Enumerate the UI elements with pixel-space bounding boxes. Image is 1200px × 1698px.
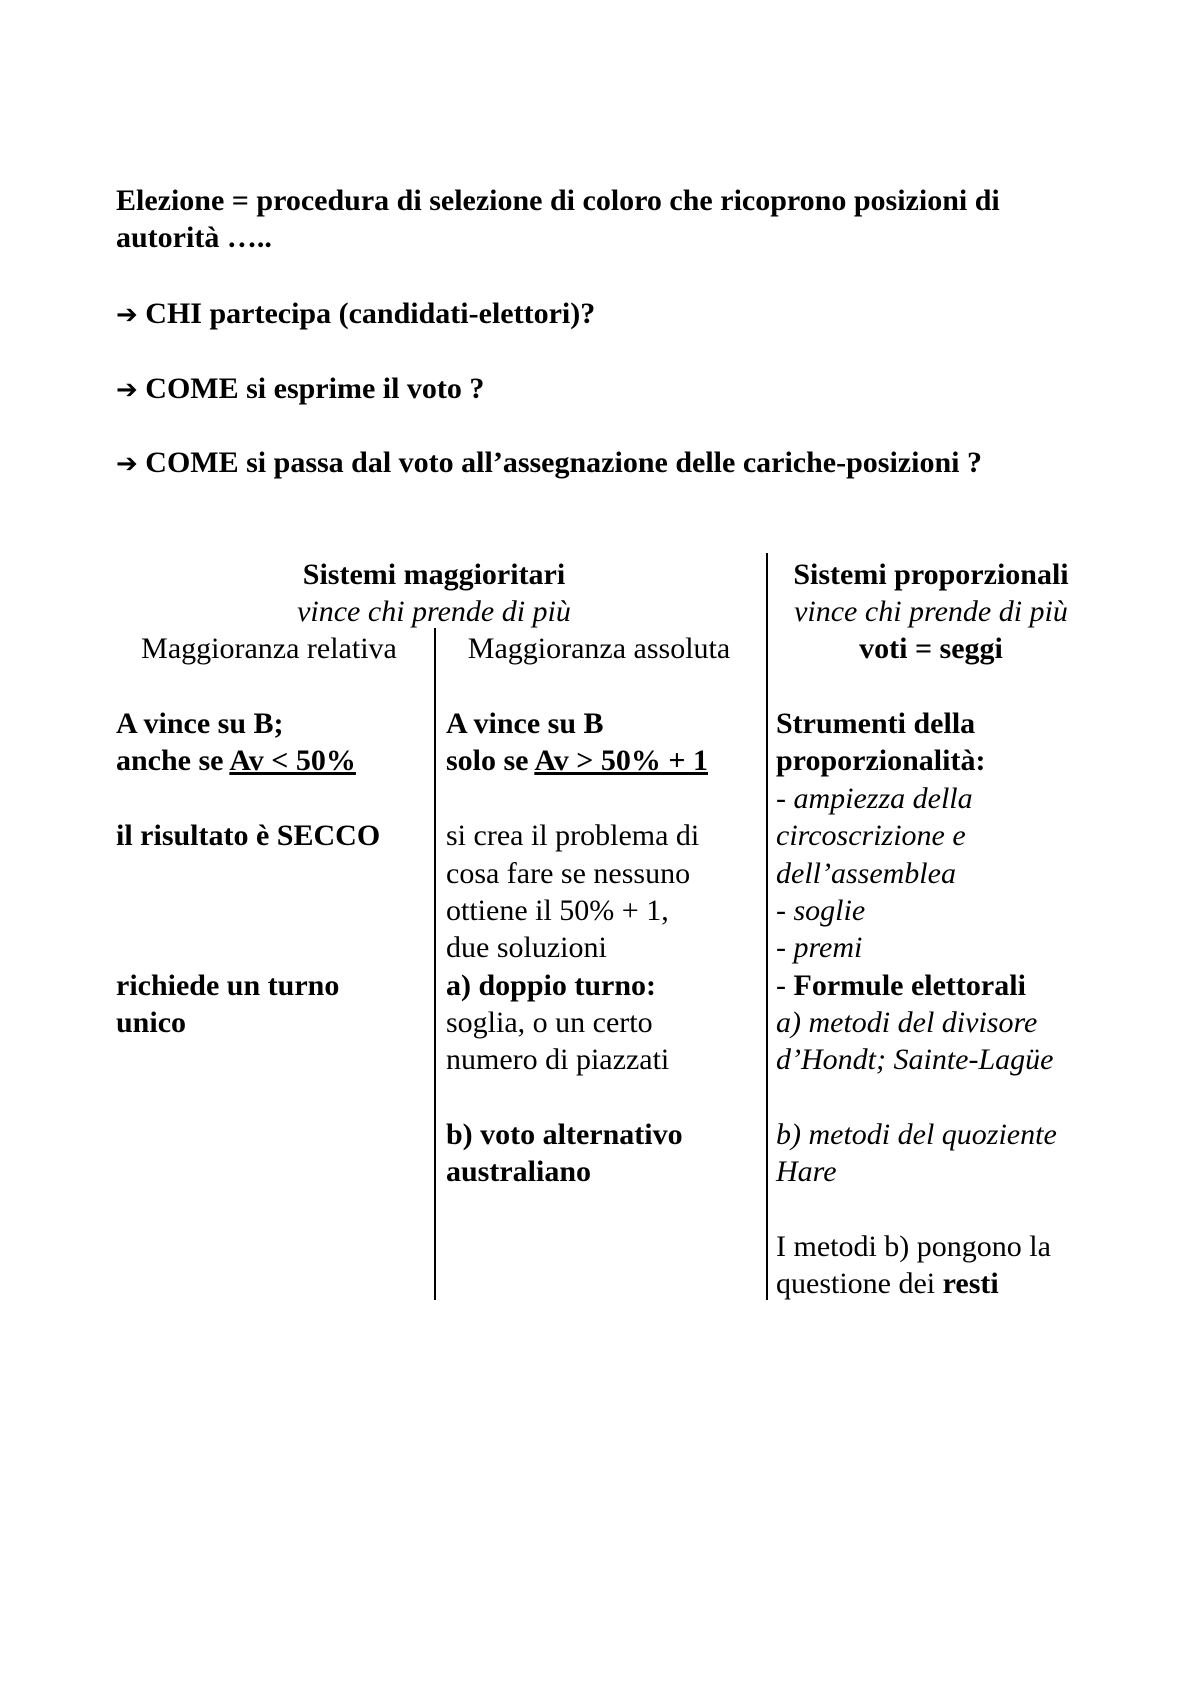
relative-result: il risultato è SECCO bbox=[116, 819, 381, 852]
absolute-problem-line2: cosa fare se nessuno bbox=[446, 857, 691, 890]
solution-a-text-line2: numero di piazzati bbox=[446, 1043, 670, 1076]
tool-formulas: - Formule elettorali bbox=[776, 969, 1026, 1002]
absolute-rule-line1: A vince su B bbox=[446, 707, 604, 740]
tool-magnitude-line3: dell’assemblea bbox=[776, 857, 956, 890]
divisor-methods-line2: d’Hondt; Sainte-Lagüe bbox=[776, 1043, 1054, 1076]
solution-a-title: a) doppio turno: bbox=[446, 969, 657, 1002]
solution-b-line1: b) voto alternativo bbox=[446, 1118, 683, 1151]
absolute-problem-line4: due soluzioni bbox=[446, 931, 607, 964]
majoritarian-subtitle: vince chi prende di più bbox=[297, 595, 571, 628]
solution-b-line2: australiano bbox=[446, 1155, 592, 1188]
absolute-problem-line3: ottiene il 50% + 1, bbox=[446, 894, 669, 927]
definition-line-2: autorità ….. bbox=[116, 221, 272, 254]
relative-turn-line1: richiede un turno bbox=[116, 969, 340, 1002]
definition-line-1: Elezione = procedura di selezione di coloro che ricoprono posizioni di bbox=[116, 184, 1000, 217]
question-who: ➔ CHI partecipa (candidati-elettori)? bbox=[116, 297, 596, 330]
quotient-methods-line2: Hare bbox=[776, 1155, 837, 1188]
absolute-majority-header: Maggioranza assoluta bbox=[467, 632, 731, 665]
remainder-line2: questione dei resti bbox=[776, 1267, 999, 1300]
tools-title-line1: Strumenti della bbox=[776, 707, 976, 740]
question-how-assign: ➔ COME si passa dal voto all’assegnazione delle cariche-posizioni ? bbox=[116, 446, 982, 479]
tool-magnitude-line1: - ampiezza della bbox=[776, 782, 973, 815]
arrow-right-icon: ➔ bbox=[116, 449, 138, 479]
proportional-title: Sistemi proporzionali bbox=[793, 558, 1069, 591]
relative-turn-line2: unico bbox=[116, 1006, 187, 1039]
relative-rule-line1: A vince su B; bbox=[116, 707, 284, 740]
proportional-subtitle: vince chi prende di più bbox=[794, 595, 1068, 628]
quotient-methods-line1: b) metodi del quoziente bbox=[776, 1118, 1057, 1151]
question-how-vote: ➔ COME si esprime il voto ? bbox=[116, 372, 485, 405]
absolute-problem-line1: si crea il problema di bbox=[446, 819, 700, 852]
solution-a-text-line1: soglia, o un certo bbox=[446, 1006, 653, 1039]
divisor-methods-line1: a) metodi del divisore bbox=[776, 1006, 1038, 1039]
tool-bonuses: - premi bbox=[776, 931, 863, 964]
relative-majority-header: Maggioranza relativa bbox=[141, 632, 397, 665]
column-divider-majoritarian bbox=[434, 628, 436, 1300]
absolute-rule-line2: solo se Av > 50% + 1 bbox=[446, 744, 708, 777]
tool-thresholds: - soglie bbox=[776, 894, 866, 927]
relative-rule-line2: anche se Av < 50% bbox=[116, 744, 356, 777]
proportional-header: voti = seggi bbox=[859, 632, 1003, 665]
tools-title-line2: proporzionalità: bbox=[776, 744, 986, 777]
majoritarian-title: Sistemi maggioritari bbox=[302, 558, 566, 591]
tool-magnitude-line2: circoscrizione e bbox=[776, 819, 966, 852]
arrow-right-icon: ➔ bbox=[116, 300, 138, 330]
arrow-right-icon: ➔ bbox=[116, 375, 138, 405]
remainder-line1: I metodi b) pongono la bbox=[776, 1230, 1051, 1263]
column-divider-proportional bbox=[766, 553, 768, 1300]
